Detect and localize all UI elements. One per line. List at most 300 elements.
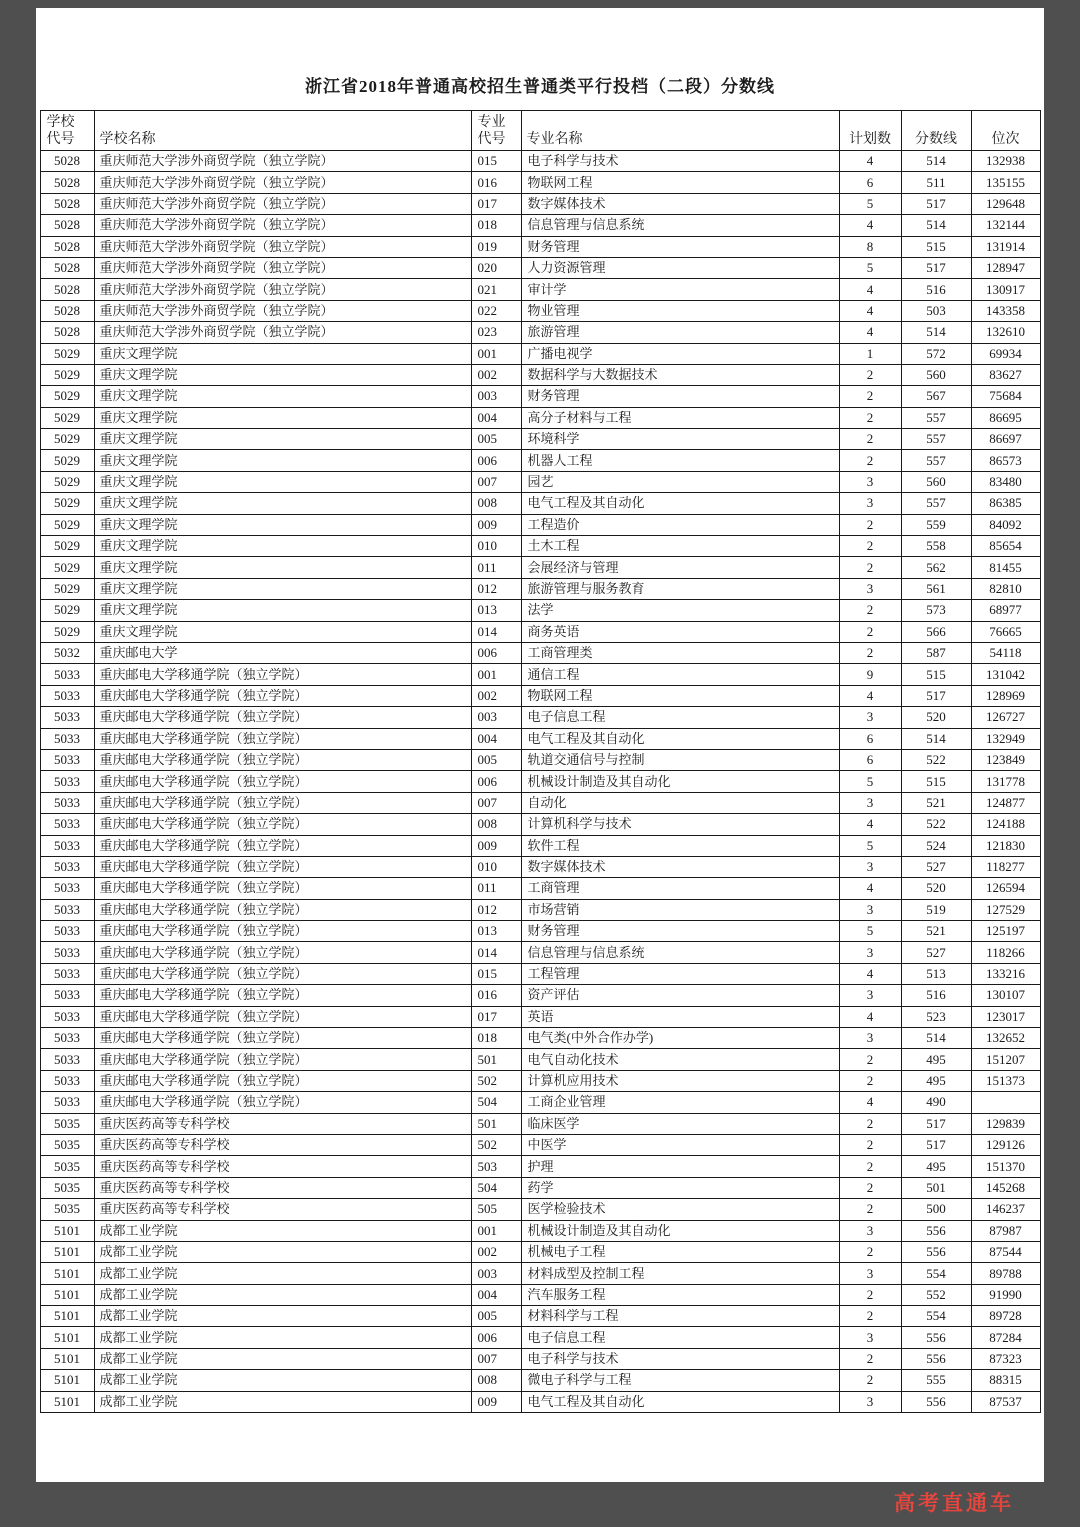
cell-score: 561 (901, 578, 971, 599)
cell-code: 5033 (40, 1028, 94, 1049)
cell-code: 5033 (40, 664, 94, 685)
cell-mcode: 013 (471, 600, 521, 621)
cell-rank: 130107 (971, 985, 1040, 1006)
cell-score: 517 (901, 685, 971, 706)
cell-major: 财务管理 (521, 386, 839, 407)
cell-code: 5101 (40, 1348, 94, 1369)
cell-rank: 87987 (971, 1220, 1040, 1241)
header-plan-count: 计划数 (839, 111, 901, 151)
cell-mcode: 001 (471, 343, 521, 364)
cell-score: 552 (901, 1284, 971, 1305)
cell-score: 501 (901, 1177, 971, 1198)
table-row (40, 193, 1040, 214)
cell-school: 成都工业学院 (94, 1241, 471, 1262)
table-row (40, 1156, 1040, 1177)
cell-major: 电子信息工程 (521, 1327, 839, 1348)
cell-code: 5028 (40, 215, 94, 236)
cell-plan: 4 (839, 878, 901, 899)
table-row (40, 899, 1040, 920)
table-row (40, 407, 1040, 428)
cell-plan: 2 (839, 1177, 901, 1198)
cell-school: 重庆邮电大学移通学院（独立学院） (94, 878, 471, 899)
cell-rank: 129126 (971, 1134, 1040, 1155)
cell-plan: 4 (839, 963, 901, 984)
cell-major: 工程造价 (521, 514, 839, 535)
cell-plan: 2 (839, 1134, 901, 1155)
cell-major: 材料成型及控制工程 (521, 1263, 839, 1284)
cell-mcode: 012 (471, 578, 521, 599)
cell-school: 重庆师范大学涉外商贸学院（独立学院） (94, 193, 471, 214)
cell-plan: 4 (839, 322, 901, 343)
cell-major: 工程管理 (521, 963, 839, 984)
table-row (40, 1284, 1040, 1305)
cell-school: 重庆文理学院 (94, 536, 471, 557)
cell-score: 554 (901, 1263, 971, 1284)
table-row (40, 600, 1040, 621)
cell-mcode: 006 (471, 771, 521, 792)
cell-major: 护理 (521, 1156, 839, 1177)
cell-score: 503 (901, 300, 971, 321)
cell-school: 重庆邮电大学移通学院（独立学院） (94, 814, 471, 835)
cell-code: 5035 (40, 1199, 94, 1220)
cell-major: 临床医学 (521, 1113, 839, 1134)
cell-rank: 151370 (971, 1156, 1040, 1177)
cell-major: 微电子科学与工程 (521, 1370, 839, 1391)
cell-mcode: 501 (471, 1113, 521, 1134)
cell-mcode: 018 (471, 215, 521, 236)
cell-major: 土木工程 (521, 536, 839, 557)
table-row (40, 856, 1040, 877)
cell-mcode: 503 (471, 1156, 521, 1177)
cell-code: 5029 (40, 343, 94, 364)
cell-major: 机械电子工程 (521, 1241, 839, 1262)
cell-code: 5033 (40, 942, 94, 963)
cell-score: 495 (901, 1070, 971, 1091)
cell-mcode: 017 (471, 193, 521, 214)
cell-rank: 88315 (971, 1370, 1040, 1391)
cell-rank: 151373 (971, 1070, 1040, 1091)
cell-school: 重庆师范大学涉外商贸学院（独立学院） (94, 215, 471, 236)
cell-score: 517 (901, 1134, 971, 1155)
table-row (40, 685, 1040, 706)
cell-mcode: 003 (471, 386, 521, 407)
cell-code: 5033 (40, 1049, 94, 1070)
table-row (40, 1092, 1040, 1113)
cell-code: 5029 (40, 493, 94, 514)
cell-plan: 6 (839, 728, 901, 749)
cell-score: 556 (901, 1241, 971, 1262)
table-row (40, 814, 1040, 835)
cell-code: 5033 (40, 792, 94, 813)
cell-code: 5033 (40, 1092, 94, 1113)
cell-rank: 132610 (971, 322, 1040, 343)
cell-plan: 2 (839, 1049, 901, 1070)
cell-score: 515 (901, 771, 971, 792)
table-row (40, 985, 1040, 1006)
cell-plan: 3 (839, 856, 901, 877)
table-row (40, 1070, 1040, 1091)
cell-mcode: 001 (471, 1220, 521, 1241)
cell-rank: 89788 (971, 1263, 1040, 1284)
cell-school: 重庆邮电大学移通学院（独立学院） (94, 921, 471, 942)
cell-school: 成都工业学院 (94, 1263, 471, 1284)
cell-code: 5029 (40, 364, 94, 385)
cell-mcode: 504 (471, 1177, 521, 1198)
cell-school: 重庆邮电大学移通学院（独立学院） (94, 685, 471, 706)
cell-mcode: 014 (471, 942, 521, 963)
cell-mcode: 022 (471, 300, 521, 321)
cell-major: 会展经济与管理 (521, 557, 839, 578)
cell-plan: 2 (839, 364, 901, 385)
cell-rank: 126594 (971, 878, 1040, 899)
cell-score: 527 (901, 942, 971, 963)
cell-major: 环境科学 (521, 429, 839, 450)
cell-school: 重庆文理学院 (94, 493, 471, 514)
cell-score: 557 (901, 493, 971, 514)
cell-major: 信息管理与信息系统 (521, 942, 839, 963)
cell-major: 人力资源管理 (521, 257, 839, 278)
cell-plan: 3 (839, 985, 901, 1006)
cell-mcode: 019 (471, 236, 521, 257)
cell-code: 5033 (40, 1070, 94, 1091)
cell-rank: 82810 (971, 578, 1040, 599)
cell-rank: 87544 (971, 1241, 1040, 1262)
cell-major: 医学检验技术 (521, 1199, 839, 1220)
cell-score: 560 (901, 364, 971, 385)
cell-rank: 123017 (971, 1006, 1040, 1027)
cell-major: 高分子材料与工程 (521, 407, 839, 428)
cell-major: 旅游管理与服务教育 (521, 578, 839, 599)
cell-plan: 2 (839, 600, 901, 621)
cell-plan: 5 (839, 193, 901, 214)
cell-plan: 2 (839, 1284, 901, 1305)
cell-score: 562 (901, 557, 971, 578)
cell-code: 5033 (40, 728, 94, 749)
header-major-code-line1: 专业 (477, 114, 506, 130)
cell-school: 成都工业学院 (94, 1327, 471, 1348)
table-row (40, 236, 1040, 257)
cell-rank: 118277 (971, 856, 1040, 877)
cell-mcode: 002 (471, 685, 521, 706)
cell-major: 机械设计制造及其自动化 (521, 771, 839, 792)
cell-mcode: 014 (471, 621, 521, 642)
cell-school: 重庆邮电大学移通学院（独立学院） (94, 1049, 471, 1070)
cell-plan: 2 (839, 386, 901, 407)
table-row (40, 878, 1040, 899)
cell-major: 软件工程 (521, 835, 839, 856)
cell-major: 电子信息工程 (521, 707, 839, 728)
cell-school: 重庆邮电大学移通学院（独立学院） (94, 963, 471, 984)
cell-school: 重庆师范大学涉外商贸学院（独立学院） (94, 172, 471, 193)
cell-plan: 3 (839, 899, 901, 920)
cell-code: 5101 (40, 1370, 94, 1391)
cell-school: 重庆邮电大学移通学院（独立学院） (94, 1006, 471, 1027)
cell-mcode: 505 (471, 1199, 521, 1220)
table-row (40, 1391, 1040, 1412)
table-body (40, 151, 1040, 1413)
cell-code: 5033 (40, 707, 94, 728)
cell-school: 重庆医药高等专科学校 (94, 1177, 471, 1198)
cell-school: 重庆师范大学涉外商贸学院（独立学院） (94, 257, 471, 278)
cell-plan: 3 (839, 942, 901, 963)
cell-school: 重庆师范大学涉外商贸学院（独立学院） (94, 300, 471, 321)
cell-score: 515 (901, 664, 971, 685)
cell-code: 5033 (40, 814, 94, 835)
cell-school: 成都工业学院 (94, 1284, 471, 1305)
cell-major: 电气类(中外合作办学) (521, 1028, 839, 1049)
cell-code: 5033 (40, 921, 94, 942)
cell-rank: 151207 (971, 1049, 1040, 1070)
cell-score: 556 (901, 1348, 971, 1369)
cell-major: 资产评估 (521, 985, 839, 1006)
cell-mcode: 004 (471, 728, 521, 749)
cell-plan: 5 (839, 257, 901, 278)
cell-major: 数字媒体技术 (521, 193, 839, 214)
cell-score: 587 (901, 642, 971, 663)
cell-mcode: 023 (471, 322, 521, 343)
cell-rank: 89728 (971, 1306, 1040, 1327)
cell-school: 重庆文理学院 (94, 600, 471, 621)
cell-major: 财务管理 (521, 921, 839, 942)
cell-code: 5028 (40, 236, 94, 257)
scores-table (40, 110, 1041, 1413)
cell-major: 工商管理类 (521, 642, 839, 663)
table-row (40, 322, 1040, 343)
cell-rank: 87537 (971, 1391, 1040, 1412)
cell-score: 495 (901, 1049, 971, 1070)
table-row (40, 835, 1040, 856)
cell-mcode: 001 (471, 664, 521, 685)
cell-major: 电气工程及其自动化 (521, 1391, 839, 1412)
table-row (40, 557, 1040, 578)
cell-code: 5029 (40, 407, 94, 428)
header-school-code-line2: 代号 (46, 131, 75, 147)
cell-score: 557 (901, 450, 971, 471)
cell-rank: 87284 (971, 1327, 1040, 1348)
cell-score: 519 (901, 899, 971, 920)
table-row (40, 1348, 1040, 1369)
cell-mcode: 016 (471, 172, 521, 193)
cell-score: 520 (901, 878, 971, 899)
table-row (40, 921, 1040, 942)
cell-code: 5029 (40, 450, 94, 471)
cell-code: 5035 (40, 1156, 94, 1177)
cell-score: 556 (901, 1220, 971, 1241)
cell-major: 计算机科学与技术 (521, 814, 839, 835)
cell-score: 495 (901, 1156, 971, 1177)
table-row (40, 1199, 1040, 1220)
cell-code: 5033 (40, 963, 94, 984)
cell-code: 5029 (40, 557, 94, 578)
cell-school: 重庆医药高等专科学校 (94, 1113, 471, 1134)
cell-mcode: 008 (471, 814, 521, 835)
cell-score: 514 (901, 322, 971, 343)
cell-code: 5033 (40, 1006, 94, 1027)
cell-plan: 3 (839, 1327, 901, 1348)
cell-code: 5029 (40, 514, 94, 535)
cell-school: 重庆邮电大学移通学院（独立学院） (94, 1028, 471, 1049)
cell-rank: 84092 (971, 514, 1040, 535)
header-major-code (471, 111, 521, 151)
table-row (40, 536, 1040, 557)
cell-rank: 135155 (971, 172, 1040, 193)
cell-rank: 133216 (971, 963, 1040, 984)
cell-plan: 5 (839, 771, 901, 792)
cell-school: 成都工业学院 (94, 1348, 471, 1369)
cell-school: 重庆邮电大学移通学院（独立学院） (94, 899, 471, 920)
cell-school: 重庆邮电大学移通学院（独立学院） (94, 942, 471, 963)
table-row (40, 300, 1040, 321)
cell-major: 机械设计制造及其自动化 (521, 1220, 839, 1241)
cell-major: 通信工程 (521, 664, 839, 685)
cell-code: 5028 (40, 151, 94, 172)
cell-plan: 2 (839, 1156, 901, 1177)
cell-rank: 129648 (971, 193, 1040, 214)
cell-mcode: 013 (471, 921, 521, 942)
cell-score: 556 (901, 1391, 971, 1412)
cell-score: 516 (901, 985, 971, 1006)
cell-school: 重庆邮电大学 (94, 642, 471, 663)
cell-plan: 3 (839, 493, 901, 514)
cell-score: 557 (901, 429, 971, 450)
cell-mcode: 006 (471, 1327, 521, 1348)
table-header-row (40, 111, 1040, 151)
cell-rank: 131914 (971, 236, 1040, 257)
cell-plan: 8 (839, 236, 901, 257)
cell-school: 重庆文理学院 (94, 578, 471, 599)
cell-rank: 131042 (971, 664, 1040, 685)
cell-major: 财务管理 (521, 236, 839, 257)
cell-rank: 130917 (971, 279, 1040, 300)
cell-rank: 85654 (971, 536, 1040, 557)
cell-school: 重庆邮电大学移通学院（独立学院） (94, 792, 471, 813)
cell-mcode: 005 (471, 749, 521, 770)
cell-major: 电子科学与技术 (521, 1348, 839, 1369)
cell-plan: 3 (839, 578, 901, 599)
cell-code: 5033 (40, 878, 94, 899)
table-row (40, 792, 1040, 813)
cell-school: 成都工业学院 (94, 1306, 471, 1327)
cell-code: 5029 (40, 471, 94, 492)
cell-school: 成都工业学院 (94, 1220, 471, 1241)
table-row (40, 1134, 1040, 1155)
cell-major: 物联网工程 (521, 172, 839, 193)
cell-rank: 81455 (971, 557, 1040, 578)
table-row (40, 450, 1040, 471)
cell-plan: 2 (839, 1306, 901, 1327)
cell-school: 重庆医药高等专科学校 (94, 1199, 471, 1220)
cell-mcode: 007 (471, 1348, 521, 1369)
cell-code: 5029 (40, 429, 94, 450)
cell-code: 5032 (40, 642, 94, 663)
cell-major: 中医学 (521, 1134, 839, 1155)
cell-code: 5028 (40, 300, 94, 321)
cell-rank: 87323 (971, 1348, 1040, 1369)
cell-score: 511 (901, 172, 971, 193)
table-row (40, 749, 1040, 770)
cell-plan: 2 (839, 1113, 901, 1134)
cell-mcode: 009 (471, 514, 521, 535)
cell-school: 重庆邮电大学移通学院（独立学院） (94, 856, 471, 877)
cell-score: 560 (901, 471, 971, 492)
cell-score: 517 (901, 257, 971, 278)
cell-school: 重庆邮电大学移通学院（独立学院） (94, 771, 471, 792)
cell-code: 5028 (40, 322, 94, 343)
cell-major: 工商管理 (521, 878, 839, 899)
cell-rank: 128969 (971, 685, 1040, 706)
cell-plan: 2 (839, 621, 901, 642)
cell-major: 市场营销 (521, 899, 839, 920)
cell-mcode: 002 (471, 1241, 521, 1262)
cell-plan: 4 (839, 279, 901, 300)
cell-rank: 126727 (971, 707, 1040, 728)
table-row (40, 215, 1040, 236)
cell-mcode: 011 (471, 878, 521, 899)
table-row (40, 1370, 1040, 1391)
cell-plan: 2 (839, 1348, 901, 1369)
cell-major: 英语 (521, 1006, 839, 1027)
cell-mcode: 007 (471, 471, 521, 492)
cell-rank: 86573 (971, 450, 1040, 471)
cell-mcode: 003 (471, 707, 521, 728)
table-row (40, 151, 1040, 172)
cell-major: 自动化 (521, 792, 839, 813)
cell-code: 5029 (40, 536, 94, 557)
cell-school: 重庆文理学院 (94, 364, 471, 385)
cell-plan: 3 (839, 1220, 901, 1241)
cell-plan: 3 (839, 707, 901, 728)
cell-major: 广播电视学 (521, 343, 839, 364)
cell-code: 5029 (40, 578, 94, 599)
cell-plan: 2 (839, 557, 901, 578)
cell-code: 5101 (40, 1263, 94, 1284)
cell-school: 重庆师范大学涉外商贸学院（独立学院） (94, 236, 471, 257)
cell-school: 重庆文理学院 (94, 514, 471, 535)
cell-rank: 83627 (971, 364, 1040, 385)
cell-score: 514 (901, 151, 971, 172)
cell-school: 重庆邮电大学移通学院（独立学院） (94, 1092, 471, 1113)
cell-code: 5035 (40, 1113, 94, 1134)
cell-school: 重庆邮电大学移通学院（独立学院） (94, 749, 471, 770)
cell-school: 重庆邮电大学移通学院（独立学院） (94, 707, 471, 728)
cell-mcode: 004 (471, 407, 521, 428)
cell-school: 重庆文理学院 (94, 450, 471, 471)
cell-school: 重庆文理学院 (94, 407, 471, 428)
cell-code: 5035 (40, 1177, 94, 1198)
cell-score: 556 (901, 1327, 971, 1348)
cell-plan: 3 (839, 1028, 901, 1049)
table-row (40, 1049, 1040, 1070)
cell-score: 522 (901, 814, 971, 835)
header-score-line: 分数线 (901, 111, 971, 151)
table-row (40, 1028, 1040, 1049)
header-school-code-line1: 学校 (46, 114, 75, 130)
cell-code: 5028 (40, 172, 94, 193)
cell-score: 521 (901, 792, 971, 813)
header-school-name: 学校名称 (94, 111, 471, 151)
cell-rank: 83480 (971, 471, 1040, 492)
table-row (40, 1327, 1040, 1348)
cell-major: 物业管理 (521, 300, 839, 321)
cell-score: 516 (901, 279, 971, 300)
page-title: 浙江省2018年普通高校招生普通类平行投档（二段）分数线 (305, 77, 775, 96)
watermark: 高考直通车 (894, 1492, 1014, 1515)
table-row (40, 1177, 1040, 1198)
cell-score: 559 (901, 514, 971, 535)
cell-rank: 91990 (971, 1284, 1040, 1305)
cell-major: 材料科学与工程 (521, 1306, 839, 1327)
cell-score: 522 (901, 749, 971, 770)
